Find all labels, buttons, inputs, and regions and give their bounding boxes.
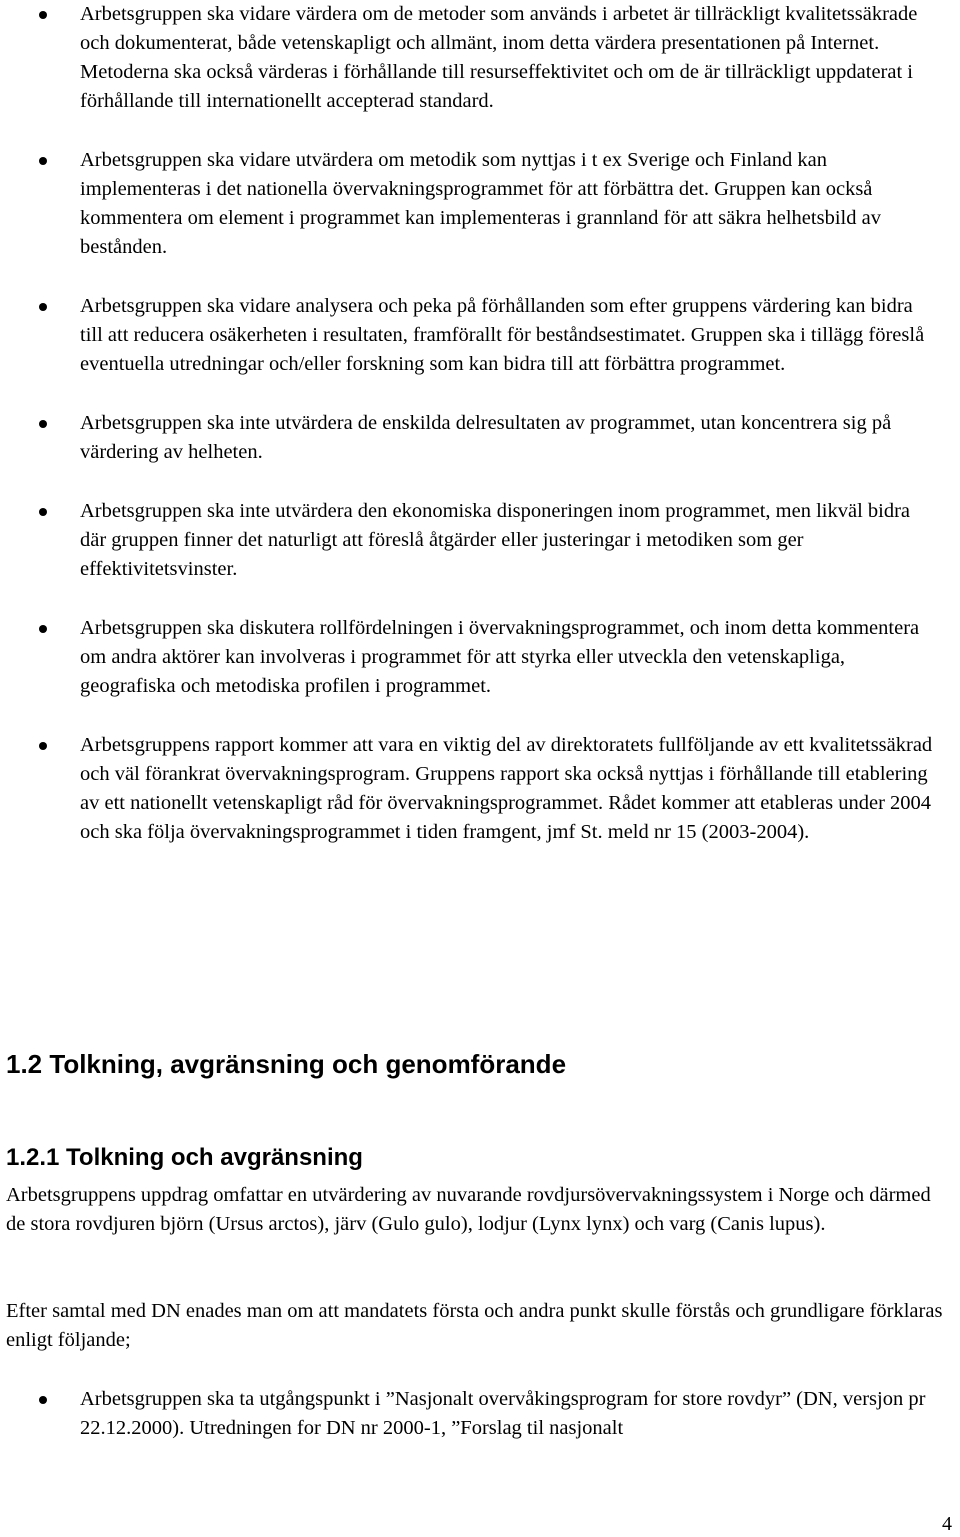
bullet-icon	[39, 742, 47, 750]
list-item-text: Arbetsgruppen ska inte utvärdera de enskilda delresultaten av programmet, utan koncentrera sig på värdering av helheten.	[80, 412, 892, 463]
page-number: 4	[942, 1513, 952, 1535]
list-item	[0, 409, 960, 467]
bullet-icon	[39, 420, 47, 428]
list-item	[0, 0, 960, 116]
list-item	[0, 614, 960, 701]
list-spacer	[0, 116, 960, 146]
list-item-text: Arbetsgruppen ska inte utvärdera den ekonomiska disponeringen inom programmet, men likväl bidra där gruppen finner det naturligt att föreslå åtgärder eller justeringar i metodiken som ger effektivitetsvinster.	[80, 500, 911, 580]
list-item-text: Arbetsgruppens rapport kommer att vara en viktig del av direktoratets fullföljande av ett kvalitetssäkrad och väl förankrat övervakningsprogram. Gruppens rapport ska också nyttjas i förhållande till etablering av ett nationellt vetenskapligt råd för övervakningsprogrammet. Rådet kommer att etableras under 2004 och ska följa övervakningsprogrammet i tiden framgent, jmf St. meld nr 15 (2003-2004).	[80, 734, 933, 843]
paragraph-interpretation: Efter samtal med DN enades man om att mandatets första och andra punkt skulle förstås och grundligare förklaras enligt följande;	[6, 1300, 943, 1351]
list-spacer	[0, 701, 960, 731]
list-item	[0, 146, 960, 262]
list-item	[0, 1385, 960, 1443]
bullet-icon	[39, 1396, 47, 1404]
paragraph-scope: Arbetsgruppens uppdrag omfattar en utvärdering av nuvarande rovdjursövervakningssystem i Norge och därmed de stora rovdjuren björn (Ursus arctos), järv (Gulo gulo), lodjur (Lynx lynx) och varg (Canis lupus).	[6, 1184, 931, 1235]
list-spacer	[0, 379, 960, 409]
subsection-heading: 1.2.1 Tolkning och avgränsning	[6, 1144, 363, 1171]
list-item-text: Arbetsgruppen ska vidare utvärdera om metodik som nyttjas i t ex Sverige och Finland kan implementeras i det nationella övervakningsprogrammet för att förbättra det. Gruppen kan också kommentera om element i programmet kan implementeras i grannland för att säkra helhetsbild av bestånden.	[80, 149, 881, 258]
list-spacer	[0, 584, 960, 614]
list-item-text: Arbetsgruppen ska vidare värdera om de metoder som används i arbetet är tillräckligt kvalitetssäkrade och dokumenterat, både vetenskapligt och allmänt, inom detta värdera presentationen på Internet. Metoderna ska också värderas i förhållande till resurseffektivitet och om de är tillräckligt uppdaterat i förhållande till internationellt accepterad standard.	[80, 3, 918, 112]
list-item	[0, 292, 960, 379]
list-spacer	[0, 262, 960, 292]
interpretation-bullet-list	[0, 1385, 960, 1443]
list-spacer	[0, 467, 960, 497]
list-item-text: Arbetsgruppen ska ta utgångspunkt i ”Nasjonalt overvåkingsprogram for store rovdyr” (DN, versjon pr 22.12.2000). Utredningen for DN nr 2000-1, ”Forslag til nasjonalt	[80, 1388, 926, 1439]
bullet-icon	[39, 157, 47, 165]
bullet-icon	[39, 11, 47, 19]
list-item-text: Arbetsgruppen ska vidare analysera och peka på förhållanden som efter gruppens värdering kan bidra till att reducera osäkerheten i resultaten, framförallt för beståndsestimatet. Gruppen ska i tillägg föreslå eventuella utredningar och/eller forskning som kan bidra till att förbättra programmet.	[80, 295, 925, 375]
list-item-text: Arbetsgruppen ska diskutera rollfördelningen i övervakningsprogrammet, och inom detta kommentera om andra aktörer kan involveras i programmet för att styrka eller utveckla den vetenskapliga, geografiska och metodiska profilen i programmet.	[80, 617, 920, 697]
list-item	[0, 497, 960, 584]
bullet-icon	[39, 625, 47, 633]
list-item	[0, 731, 960, 847]
section-heading: 1.2 Tolkning, avgränsning och genomförande	[6, 1049, 567, 1079]
bullet-icon	[39, 508, 47, 516]
bullet-icon	[39, 303, 47, 311]
